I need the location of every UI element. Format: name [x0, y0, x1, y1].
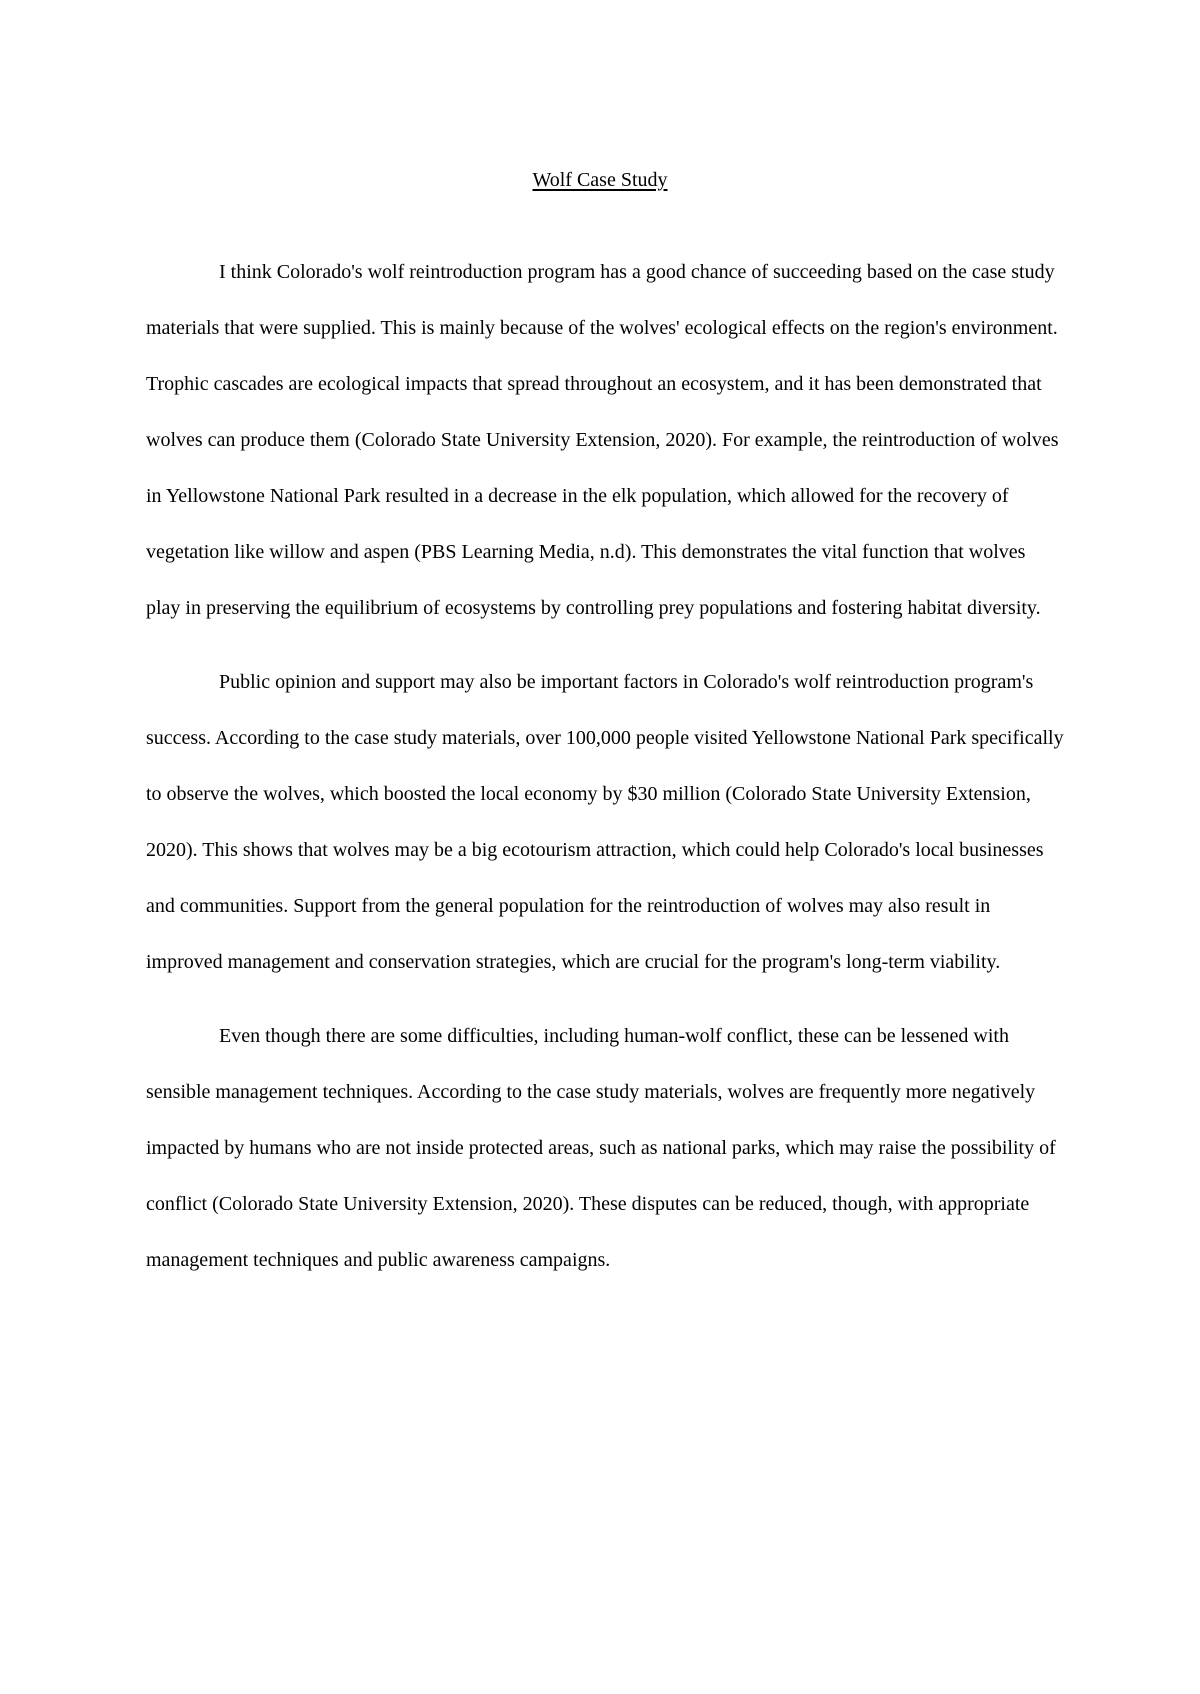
document-title: Wolf Case Study [532, 169, 668, 191]
paragraph-ecological-effects: I think Colorado's wolf reintroduction program has a good chance of succeeding based on the case study materials that were supplied. This is mainly because of the wolves' ecological effects on the region's environment. Trophic cascades are ecological impacts that spread throughout an ecosystem, and it has been demonstrated that wolves can produce them (Colorado State University Extension, 2020). For example, the reintroduction of wolves in Yellowstone National Park resulted in a decrease in the elk population, which allowed for the recovery of vegetation like willow and aspen (PBS Learning Media, n.d). This demonstrates the vital function that wolves play in preserving the equilibrium of ecosystems by controlling prey populations and fostering habitat diversity. [146, 261, 1059, 619]
paragraph-public-support: Public opinion and support may also be important factors in Colorado's wolf reintroduction program's success. According to the case study materials, over 100,000 people visited Yellowstone National Park specifically to observe the wolves, which boosted the local economy by $30 million (Colorado State University Extension, 2020). This shows that wolves may be a big ecotourism attraction, which could help Colorado's local businesses and communities. Support from the general population for the reintroduction of wolves may also result in improved management and conservation strategies, which are crucial for the program's long-term viability. [146, 671, 1064, 973]
paragraph-conflict-management: Even though there are some difficulties, including human-wolf conflict, these can be lessened with sensible management techniques. According to the case study materials, wolves are frequently more negatively impacted by humans who are not inside protected areas, such as national parks, which may raise the possibility of conflict (Colorado State University Extension, 2020). These disputes can be reduced, though, with appropriate management techniques and public awareness campaigns. [146, 1025, 1056, 1271]
document-body [146, 244, 1064, 1288]
